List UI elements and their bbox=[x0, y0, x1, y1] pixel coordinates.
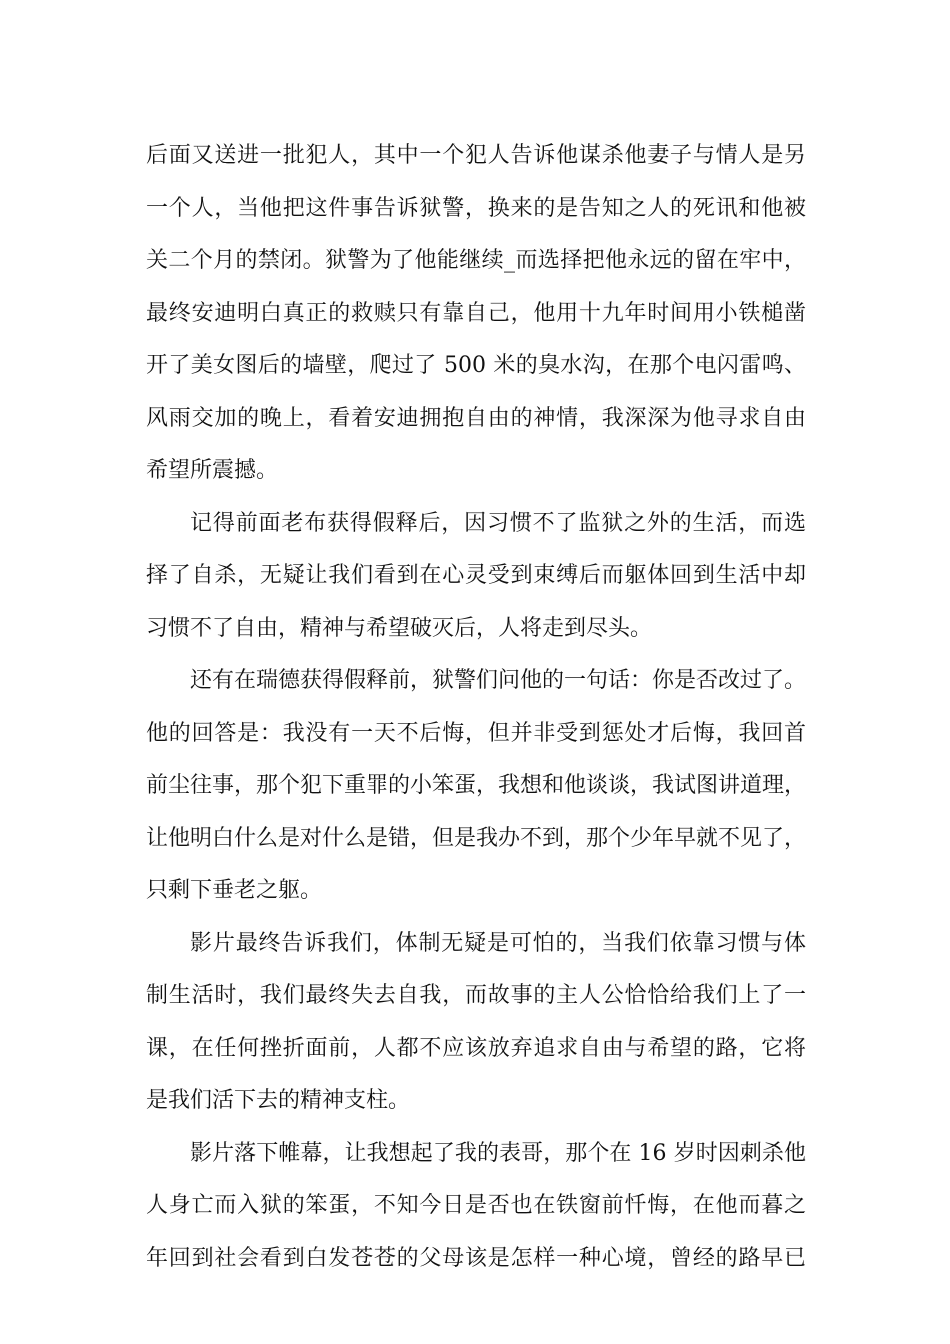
text-line: 开了美女图后的墙壁，爬过了 500 米的臭水沟，在那个电闪雷鸣、 bbox=[146, 353, 806, 378]
text-line: 习惯不了自由，精神与希望破灭后，人将走到尽头。 bbox=[146, 615, 653, 641]
text-line: 还有在瑞德获得假释前，狱警们问他的一句话：你是否改过了。 bbox=[190, 668, 807, 693]
text-line: 后面又送进一批犯人，其中一个犯人告诉他谋杀他妻子与情人是另 bbox=[146, 143, 806, 168]
paragraph-5 bbox=[146, 1128, 806, 1286]
text-line: 希望所震撼。 bbox=[146, 458, 279, 483]
text-line: 年回到社会看到白发苍苍的父母该是怎样一种心境，曾经的路早已 bbox=[146, 1245, 806, 1271]
text-line: 一个人，当他把这件事告诉狱警，换来的是告知之人的死讯和他被 bbox=[146, 195, 806, 221]
paragraph-4 bbox=[146, 918, 806, 1128]
document-body bbox=[146, 130, 806, 1285]
text-line: 制生活时，我们最终失去自我，而故事的主人公恰恰给我们上了一 bbox=[146, 983, 806, 1008]
text-line: 只剩下垂老之躯。 bbox=[146, 878, 323, 903]
text-line: 关二个月的禁闭。狱警为了他能继续_而选择把他永远的留在牢中， bbox=[146, 248, 806, 273]
paragraph-3 bbox=[146, 655, 806, 918]
text-line: 最终安迪明白真正的救赎只有靠自己，他用十九年时间用小铁槌凿 bbox=[146, 300, 806, 326]
paragraph-1 bbox=[146, 130, 806, 498]
text-line: 择了自杀，无疑让我们看到在心灵受到束缚后而躯体回到生活中却 bbox=[146, 563, 806, 588]
paragraph-2 bbox=[146, 498, 806, 656]
text-line: 影片最终告诉我们，体制无疑是可怕的，当我们依靠习惯与体 bbox=[190, 930, 806, 956]
text-line: 记得前面老布获得假释后，因习惯不了监狱之外的生活，而选 bbox=[190, 510, 806, 536]
text-line: 课，在任何挫折面前，人都不应该放弃追求自由与希望的路，它将 bbox=[146, 1035, 806, 1061]
text-line: 风雨交加的晚上，看着安迪拥抱自由的神情，我深深为他寻求自由 bbox=[146, 405, 806, 431]
text-line: 人身亡而入狱的笨蛋，不知今日是否也在铁窗前忏悔，在他而暮之 bbox=[146, 1193, 806, 1218]
text-line: 让他明白什么是对什么是错，但是我办不到，那个少年早就不见了， bbox=[146, 825, 807, 851]
text-line: 是我们活下去的精神支柱。 bbox=[146, 1088, 411, 1113]
text-line: 前尘往事，那个犯下重罪的小笨蛋，我想和他谈谈，我试图讲道理， bbox=[146, 773, 807, 798]
text-line: 影片落下帷幕，让我想起了我的表哥，那个在 16 岁时因刺杀他 bbox=[190, 1140, 806, 1166]
text-line: 他的回答是：我没有一天不后悔，但并非受到惩处才后悔，我回首 bbox=[146, 720, 806, 746]
